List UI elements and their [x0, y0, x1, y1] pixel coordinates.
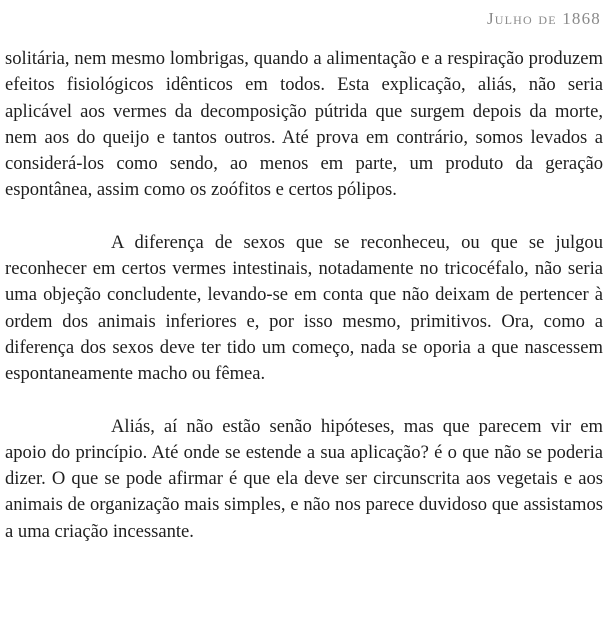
paragraph-hypotheses: Aliás, aí não estão senão hipóteses, mas que parecem vir em apoio do princípio. Até onde se estende a sua aplicação? é o que não se poderia dizer. O que se pode afirmar é que ela deve ser circunscrita aos vegetais e aos animais de organização mais simples, e não nos parece duvidoso que assistamos a uma criação incessante. — [5, 415, 603, 542]
paragraph-continued: solitária, nem mesmo lombrigas, quando a alimentação e a respiração produzem efeitos fisiológicos idênticos em todos. Esta explicação, aliás, não seria aplicável aos vermes da decomposição pútrida que surgem depois da morte, nem aos do queijo e tantos outros. Até prova em contrário, somos levados a considerá-los como sendo, ao menos em parte, um produto da geração espontânea, assim como os zoófitos e certos pólipos. — [5, 48, 603, 201]
document-page — [5, 0, 603, 545]
running-head: Julho de 1868 — [486, 9, 601, 28]
paragraph-sex-difference: A diferença de sexos que se reconheceu, ou que se julgou reconhecer em certos vermes intestinais, notadamente no tricocéfalo, não seria uma objeção concludente, levando-se em conta que não deixam de pertencer à ordem dos animais inferiores e, por isso mesmo, primitivos. Ora, como a diferença dos sexos deve ter tido um começo, nada se oporia a que nascessem espontaneamente macho ou fêmea. — [5, 231, 603, 385]
